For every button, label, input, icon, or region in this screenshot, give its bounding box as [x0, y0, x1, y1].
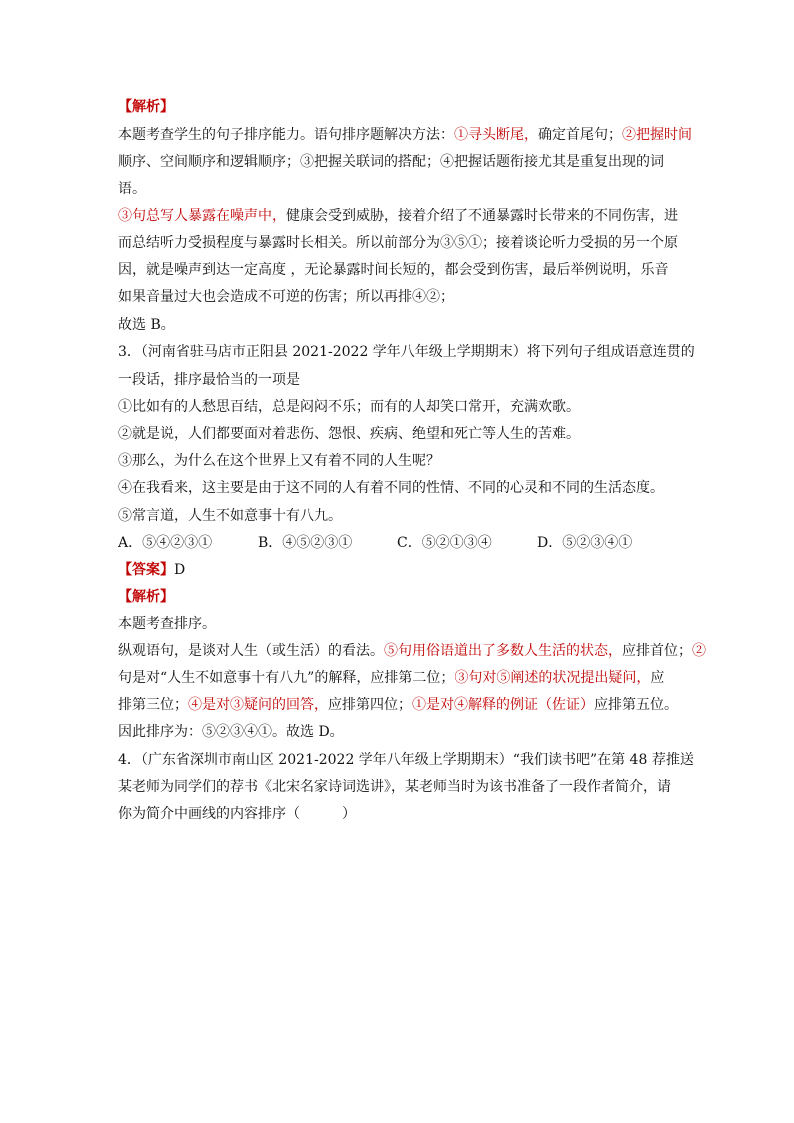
analysis-text: 确定首尾句；	[538, 127, 622, 143]
answer-value: D	[174, 562, 186, 578]
analysis-text: 本题考查学生的句子排序能力。语句排序题解决方法：	[118, 127, 454, 143]
question-4-stem: 某老师为同学们的荐书《北宋名家诗词选讲》，某老师当时为该书准备了一段作者简介，请	[118, 779, 671, 795]
analysis-highlight: ②	[692, 643, 706, 659]
analysis-line	[118, 668, 664, 688]
analysis-line: 而总结听力受损程度与暴露时长相关。所以前部分为③⑤①；接着谈论听力受损的另一个原	[118, 235, 678, 251]
analysis-conclusion: 故选 B。	[118, 317, 175, 333]
analysis-highlight: ①是对④解释的例证（佐证）	[412, 697, 594, 713]
analysis-text: 应排第五位。	[594, 697, 678, 713]
analysis-text: 句是对“人生不如意事十有八九”的解释，应排第二位；	[118, 670, 455, 686]
analysis-text: 应	[650, 670, 665, 686]
analysis-line: 顺序、空间顺序和逻辑顺序；③把握关联词的搭配；④把握话题衔接尤其是重复出现的词	[118, 154, 664, 170]
sentence-2: ②就是说，人们都要面对着悲伤、怨恨、疾病、绝望和死亡等人生的苦难。	[118, 426, 580, 442]
analysis-header: 【解析】	[118, 99, 174, 115]
analysis-highlight: ⑤句用俗语道出了多数人生活的状态，	[384, 643, 622, 659]
analysis-line: 因，就是噪声到达一定高度 ，无论暴露时间长短的，都会受到伤害，最后举例说明，乐音	[118, 262, 669, 278]
analysis-text: 应排首位；	[622, 643, 692, 659]
analysis-line	[118, 641, 706, 661]
question-4-stem: 4．（广东省深圳市南山区 2021-2022 学年八年级上学期期末）“我们读书吧”在第 48 荐推送	[118, 752, 694, 768]
analysis-line	[118, 206, 678, 226]
analysis-highlight: ③句总写人暴露在噪声中，	[118, 208, 286, 224]
analysis-text: 纵观语句，是谈对人生（或生活）的看法。	[118, 643, 384, 659]
answer-label: 【答案】	[118, 562, 174, 578]
analysis-line: 本题考查排序。	[118, 616, 216, 632]
option-a: A．⑤④②③①	[118, 535, 213, 551]
analysis-line	[118, 695, 678, 715]
sentence-5: ⑤常言道，人生不如意事十有八九。	[118, 508, 342, 524]
analysis-line: 如果音量过大也会造成不可逆的伤害；所以再排④②；	[118, 289, 454, 305]
analysis-highlight: ①寻头断尾，	[454, 127, 538, 143]
analysis-line	[118, 125, 692, 145]
analysis-highlight: ②把握时间	[622, 127, 692, 143]
question-3-stem: 一段话，排序最恰当的一项是	[118, 372, 300, 388]
analysis-text: 排第三位；	[118, 697, 188, 713]
question-3-stem: 3．（河南省驻马店市正阳县 2021-2022 学年八年级上学期期末）将下列句子组成语意连贯的	[118, 344, 695, 360]
analysis-highlight: ④是对③疑问的回答，	[188, 697, 328, 713]
sentence-4: ④在我看来，这主要是由于这不同的人有着不同的性情、不同的心灵和不同的生活态度。	[118, 480, 664, 496]
analysis-conclusion: 因此排序为：⑤②③④①。故选 D。	[118, 724, 344, 740]
analysis-highlight: ③句对⑤阐述的状况提出疑问，	[454, 670, 651, 686]
analysis-text: 健康会受到威胁，接着介绍了不通暴露时长带来的不同伤害，进	[286, 208, 678, 224]
analysis-text: 应排第四位；	[328, 697, 412, 713]
analysis-line: 语。	[118, 181, 146, 197]
option-c: C．⑤②①③④	[397, 535, 492, 551]
option-b: B．④⑤②③①	[258, 535, 353, 551]
answer-line	[118, 560, 185, 580]
question-4-stem: 你为简介中画线的内容排序（ ）	[118, 806, 356, 822]
sentence-3: ③那么，为什么在这个世界上又有着不同的人生呢？	[118, 453, 440, 469]
sentence-1: ①比如有的人愁思百结，总是闷闷不乐；而有的人却笑口常开，充满欢歌。	[118, 399, 580, 415]
option-d: D．⑤②③④①	[537, 535, 633, 551]
analysis-header: 【解析】	[118, 589, 174, 605]
